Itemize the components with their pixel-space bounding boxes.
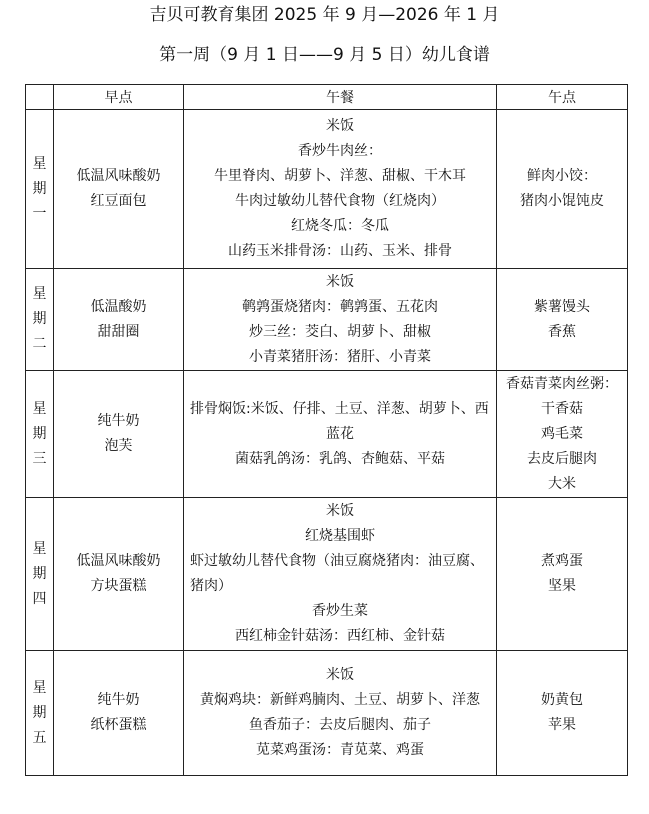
day-label	[26, 371, 54, 498]
lunch-item: 米饭	[326, 118, 354, 134]
lunch-cell	[184, 498, 497, 651]
header-day	[26, 85, 54, 110]
menu-title-line1: 吉贝可教育集团 2025 年 9 月—2026 年 1 月	[149, 5, 500, 25]
lunch-item: 蓝花	[326, 425, 354, 442]
header-row	[26, 85, 628, 110]
snack-cell	[497, 269, 628, 371]
lunch-item: 黄焖鸡块：新鲜鸡腩肉、土豆、胡萝卜、洋葱	[200, 692, 480, 708]
day-char: 星	[32, 540, 47, 557]
day-char: 期	[32, 425, 47, 442]
breakfast-item: 方块蛋糕	[90, 578, 147, 594]
breakfast-item: 红豆面包	[90, 193, 147, 209]
snack-item: 干香菇	[541, 400, 583, 417]
day-char: 期	[32, 704, 47, 721]
header-breakfast: 早点	[54, 85, 184, 110]
weekly-menu-table	[25, 84, 628, 776]
day-char: 星	[32, 679, 47, 696]
lunch-item: 炒三丝：茭白、胡萝卜、甜椒	[249, 323, 431, 340]
day-char: 期	[32, 180, 47, 197]
snack-item: 鲜肉小饺：	[527, 168, 597, 184]
snack-cell	[497, 110, 628, 269]
day-char: 期	[32, 565, 47, 582]
breakfast-item: 甜甜圈	[97, 323, 140, 340]
lunch-cell	[184, 110, 497, 269]
breakfast-item: 纯牛奶	[97, 692, 140, 708]
lunch-item: 红烧冬瓜：冬瓜	[291, 218, 389, 234]
lunch-item: 菌菇乳鸽汤：乳鸽、杏鲍菇、平菇	[235, 450, 445, 467]
day-char: 四	[32, 590, 47, 607]
snack-item: 香蕉	[548, 323, 576, 340]
table-row-friday	[26, 651, 628, 776]
breakfast-item: 低温风味酸奶	[76, 553, 161, 569]
header-lunch: 午餐	[184, 85, 497, 110]
snack-cell	[497, 371, 628, 498]
lunch-item: 鱼香茄子：去皮后腿肉、茄子	[249, 717, 431, 733]
lunch-item: 红烧基围虾	[305, 528, 375, 544]
day-char: 一	[32, 205, 47, 222]
snack-item: 坚果	[548, 578, 576, 594]
lunch-item: 米饭	[326, 273, 354, 290]
lunch-item: 小青菜猪肝汤：猪肝、小青菜	[249, 348, 431, 365]
snack-cell	[497, 651, 628, 776]
lunch-item: 猪肉）	[190, 578, 232, 594]
breakfast-item: 纯牛奶	[97, 413, 140, 429]
breakfast-item: 低温酸奶	[90, 298, 147, 315]
breakfast-cell	[54, 269, 184, 371]
breakfast-item: 泡芙	[104, 438, 133, 454]
lunch-item: 牛肉过敏幼儿替代食物（红烧肉）	[235, 193, 445, 209]
lunch-item: 米饭	[326, 667, 354, 683]
day-char: 星	[32, 155, 47, 172]
breakfast-cell	[54, 651, 184, 776]
lunch-item: 苋菜鸡蛋汤：青苋菜、鸡蛋	[256, 742, 424, 758]
lunch-item: 山药玉米排骨汤：山药、玉米、排骨	[228, 243, 452, 259]
breakfast-item: 纸杯蛋糕	[90, 717, 147, 733]
breakfast-cell	[54, 498, 184, 651]
table-row-thursday	[26, 498, 628, 651]
lunch-item: 排骨焖饭:米饭、仔排、土豆、洋葱、胡萝卜、西	[190, 400, 489, 417]
table-row-wednesday	[26, 371, 628, 498]
day-char: 五	[32, 729, 47, 746]
lunch-item: 西红柿金针菇汤：西红柿、金针菇	[235, 628, 445, 644]
day-char: 二	[32, 336, 47, 352]
day-label	[26, 651, 54, 776]
snack-item: 紫薯馒头	[534, 298, 590, 315]
lunch-item: 香炒牛肉丝：	[298, 143, 382, 159]
lunch-item: 香炒生菜	[312, 603, 368, 619]
day-char: 三	[32, 450, 47, 467]
breakfast-cell	[54, 371, 184, 498]
lunch-item: 虾过敏幼儿替代食物（油豆腐烧猪肉：油豆腐、	[190, 553, 484, 569]
snack-item: 苹果	[548, 717, 576, 733]
snack-item: 鸡毛菜	[541, 425, 583, 442]
lunch-item: 鹌鹑蛋烧猪肉：鹌鹑蛋、五花肉	[242, 298, 438, 315]
snack-item: 煮鸡蛋	[541, 553, 583, 569]
table-row-tuesday	[26, 269, 628, 371]
day-char: 星	[32, 286, 47, 302]
table-row-monday	[26, 110, 628, 269]
day-label	[26, 269, 54, 371]
day-label	[26, 498, 54, 651]
lunch-cell	[184, 269, 497, 371]
breakfast-item: 低温风味酸奶	[76, 168, 161, 184]
snack-item: 大米	[548, 475, 576, 492]
day-char: 星	[32, 400, 47, 417]
snack-item: 香菇青菜肉丝粥：	[506, 375, 618, 392]
lunch-item: 牛里脊肉、胡萝卜、洋葱、甜椒、干木耳	[214, 168, 466, 184]
lunch-cell	[184, 651, 497, 776]
snack-item: 奶黄包	[541, 692, 583, 708]
menu-title-line2: 第一周（9 月 1 日——9 月 5 日）幼儿食谱	[159, 45, 490, 65]
day-char: 期	[32, 311, 47, 327]
header-snack: 午点	[497, 85, 628, 110]
day-label	[26, 110, 54, 269]
snack-item: 去皮后腿肉	[527, 450, 597, 467]
snack-cell	[497, 498, 628, 651]
lunch-cell	[184, 371, 497, 498]
snack-item: 猪肉小馄饨皮	[520, 193, 604, 209]
lunch-item: 米饭	[326, 503, 354, 519]
breakfast-cell	[54, 110, 184, 269]
